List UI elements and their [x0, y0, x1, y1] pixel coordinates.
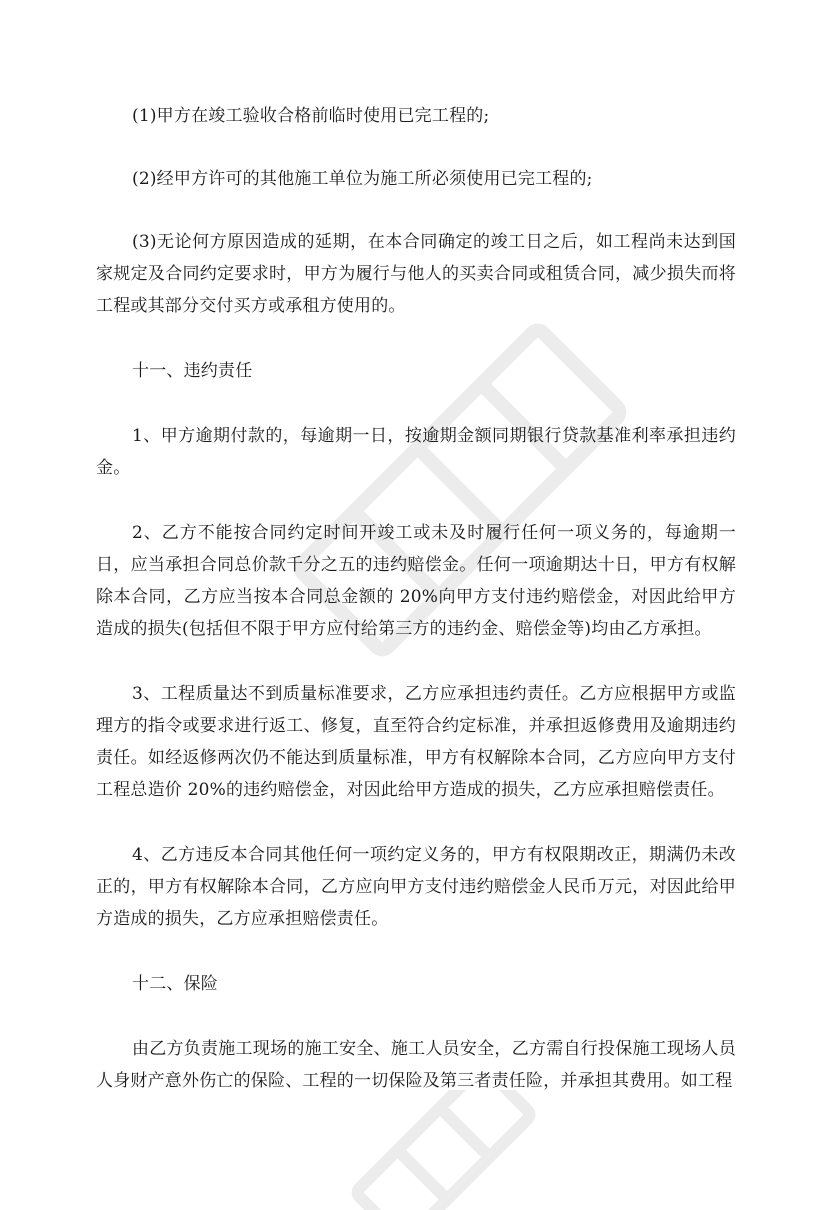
watermark-logo-bottom: [330, 1090, 550, 1210]
paragraph-item-3: (3)无论何方原因造成的延期，在本合同确定的竣工日之后，如工程尚未达到国家规定及合同约定要求时，甲方为履行与他人的买卖合同或租赁合同，减少损失而将工程或其部分交付买方或承租方使用的。: [96, 232, 736, 316]
clause-3-quality-penalty: 3、工程质量达不到质量标准要求，乙方应承担违约责任。乙方应根据甲方或监理方的指令或要求进行返工、修复，直至符合约定标准，并承担返修费用及逾期违约责任。如经返修两次仍不能达到质量标准，甲方有权解除本合同，乙方应向甲方支付工程总造价 20%的违约赔偿金，对因此给甲方造成的损失，乙方应承担赔偿责任。: [96, 684, 736, 800]
insurance-paragraph: 由乙方负责施工现场的施工安全、施工人员安全，乙方需自行投保施工现场人员人身财产意外伤亡的保险、工程的一切保险及第三者责任险，并承担其费用。如工程: [96, 1039, 736, 1091]
clause-1-late-payment: 1、甲方逾期付款的，每逾期一日，按逾期金额同期银行贷款基准利率承担违约金。: [96, 426, 736, 478]
section-heading-insurance: 十二、保险: [132, 974, 218, 994]
clause-2-delay-penalty: 2、乙方不能按合同约定时间开竣工或未及时履行任何一项义务的，每逾期一日，应当承担合同总价款千分之五的违约赔偿金。任何一项逾期达十日，甲方有权解除本合同，乙方应当按本合同总金额的 20%向甲方支付违约赔偿金，对因此给甲方造成的损失(包括但不限于甲方应付给第三方的违约金、赔偿金等)均由乙方承担。: [96, 523, 736, 639]
clause-4-other-breach: 4、乙方违反本合同其他任何一项约定义务的，甲方有权限期改正，期满仍未改正的，甲方有权解除本合同，乙方应向甲方支付违约赔偿金人民币万元，对因此给甲方造成的损失，乙方应承担赔偿责任。: [96, 845, 736, 929]
paragraph-item-2: (2)经甲方许可的其他施工单位为施工所必须使用已完工程的;: [132, 169, 593, 189]
paragraph-item-1: (1)甲方在竣工验收合格前临时使用已完工程的;: [132, 106, 490, 126]
document-body: [96, 100, 736, 1097]
section-heading-breach-liability: 十一、违约责任: [132, 361, 253, 381]
